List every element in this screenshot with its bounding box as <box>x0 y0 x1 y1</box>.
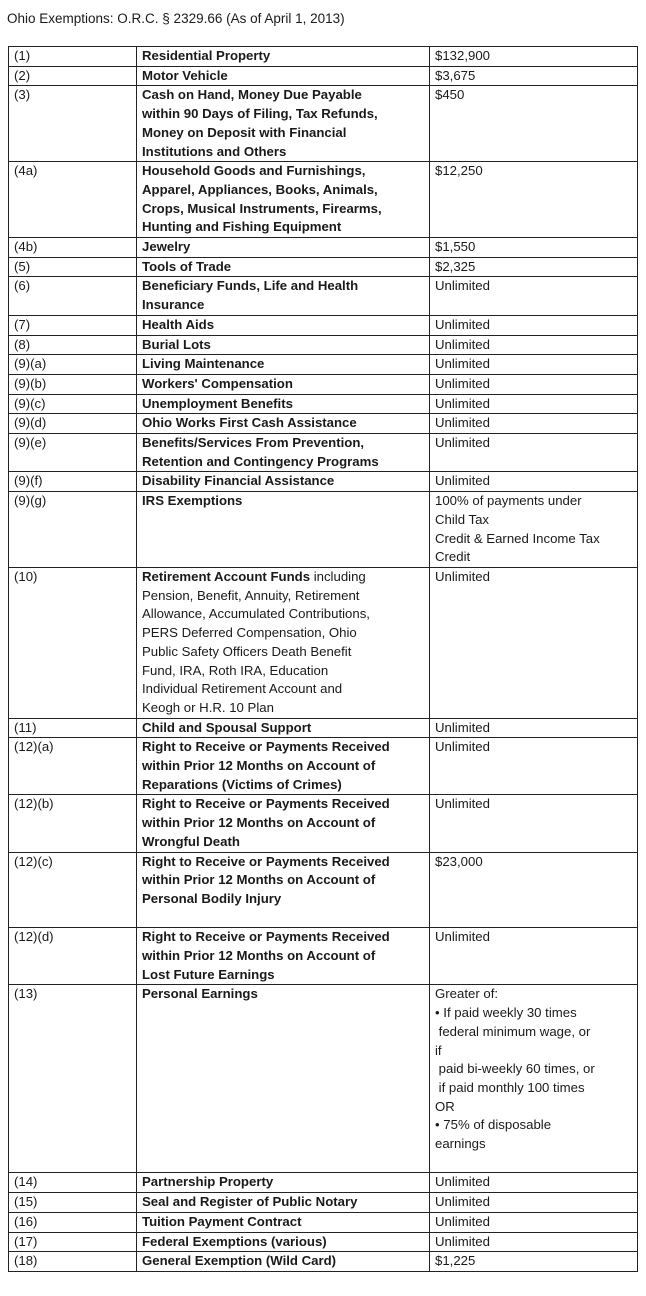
exemption-amount <box>430 355 638 375</box>
exemption-amount <box>430 738 638 795</box>
description-line: Crops, Musical Instruments, Firearms, <box>142 200 382 216</box>
description-line: Unemployment Benefits <box>142 395 293 411</box>
exemption-description <box>137 374 430 394</box>
exemption-amount <box>430 86 638 162</box>
exemption-amount <box>430 1193 638 1213</box>
table-row <box>9 492 638 568</box>
table-row <box>9 795 638 852</box>
exemption-description <box>137 66 430 86</box>
description-line: Burial Lots <box>142 336 211 352</box>
description-line: Personal Earnings <box>142 986 258 1002</box>
exemption-description <box>137 335 430 355</box>
amount-line: if <box>435 1042 442 1058</box>
amount-line: Unlimited <box>435 719 490 735</box>
table-row <box>9 374 638 394</box>
section-code: (4a) <box>9 162 137 238</box>
section-code: (9)(a) <box>9 355 137 375</box>
exemption-description <box>137 852 430 928</box>
amount-line: 100% of payments under <box>435 493 582 509</box>
table-row <box>9 567 638 718</box>
table-row <box>9 1173 638 1193</box>
document-title: Ohio Exemptions: O.R.C. § 2329.66 (As of April 1, 2013) <box>7 11 345 26</box>
description-line: Public Safety Officers Death Benefit <box>142 643 352 659</box>
description-line: Living Maintenance <box>142 356 265 372</box>
exemption-description <box>137 394 430 414</box>
exemption-description <box>137 434 430 472</box>
exemption-description <box>137 795 430 852</box>
amount-line: Unlimited <box>435 739 490 755</box>
description-line: Right to Receive or Payments Received <box>142 739 390 755</box>
amount-line: Unlimited <box>435 415 490 431</box>
section-code: (5) <box>9 257 137 277</box>
exemption-description <box>137 1212 430 1232</box>
table-row <box>9 257 638 277</box>
section-code: (9)(c) <box>9 394 137 414</box>
section-code: (12)(c) <box>9 852 137 928</box>
amount-line: earnings <box>435 1136 486 1152</box>
exemption-description <box>137 985 430 1173</box>
amount-line: Unlimited <box>435 356 490 372</box>
table-row <box>9 852 638 928</box>
exemption-amount <box>430 47 638 67</box>
amount-line: Unlimited <box>435 1194 490 1210</box>
exemption-description <box>137 47 430 67</box>
table-row <box>9 1232 638 1252</box>
section-code: (12)(a) <box>9 738 137 795</box>
description-line: Motor Vehicle <box>142 67 228 83</box>
exemption-description <box>137 257 430 277</box>
exemption-amount <box>430 985 638 1173</box>
description-line: Disability Financial Assistance <box>142 473 335 489</box>
description-line: Workers' Compensation <box>142 375 293 391</box>
description-line: Tuition Payment Contract <box>142 1213 302 1229</box>
section-code: (9)(b) <box>9 374 137 394</box>
exemption-description <box>137 1252 430 1272</box>
table-row <box>9 985 638 1173</box>
section-code: (11) <box>9 718 137 738</box>
table-row <box>9 394 638 414</box>
amount-line: Unlimited <box>435 1213 490 1229</box>
description-line: within Prior 12 Months on Account of <box>142 815 376 831</box>
amount-line: Child Tax <box>435 511 489 527</box>
description-line: within Prior 12 Months on Account of <box>142 872 376 888</box>
table-row <box>9 238 638 258</box>
description-line: Keogh or H.R. 10 Plan <box>142 699 274 715</box>
exemption-amount <box>430 795 638 852</box>
table-row <box>9 277 638 315</box>
description-line: Cash on Hand, Money Due Payable <box>142 87 362 103</box>
description-line <box>142 909 424 928</box>
section-code: (9)(g) <box>9 492 137 568</box>
description-line: Health Aids <box>142 316 215 332</box>
section-code: (9)(d) <box>9 414 137 434</box>
section-code: (7) <box>9 315 137 335</box>
amount-line: $1,225 <box>435 1253 476 1269</box>
section-code: (4b) <box>9 238 137 258</box>
exemption-amount <box>430 1212 638 1232</box>
amount-line: Unlimited <box>435 435 490 451</box>
description-line: Federal Exemptions (various) <box>142 1233 327 1249</box>
exemption-amount <box>430 852 638 928</box>
exemption-amount <box>430 1232 638 1252</box>
table-row <box>9 335 638 355</box>
description-bold-phrase: Retirement Account Funds <box>142 568 311 584</box>
description-line: Apparel, Appliances, Books, Animals, <box>142 181 378 197</box>
amount-line: • 75% of disposable <box>435 1117 552 1133</box>
section-code: (9)(e) <box>9 434 137 472</box>
table-row <box>9 718 638 738</box>
description-line: within 90 Days of Filing, Tax Refunds, <box>142 106 378 122</box>
description-line: Personal Bodily Injury <box>142 890 282 906</box>
table-row <box>9 355 638 375</box>
exemption-description <box>137 492 430 568</box>
description-line <box>142 568 424 587</box>
exemption-amount <box>430 718 638 738</box>
description-line: Individual Retirement Account and <box>142 681 343 697</box>
section-code: (18) <box>9 1252 137 1272</box>
exemption-description <box>137 315 430 335</box>
amount-line: $132,900 <box>435 48 491 63</box>
exemption-amount <box>430 66 638 86</box>
exemption-description <box>137 238 430 258</box>
amount-line: Unlimited <box>435 336 490 352</box>
exemptions-table-body <box>9 47 638 1272</box>
amount-line: Credit & Earned Income Tax <box>435 530 600 546</box>
table-row <box>9 472 638 492</box>
amount-line: Unlimited <box>435 473 490 489</box>
exemption-amount <box>430 492 638 568</box>
section-code: (1) <box>9 47 137 67</box>
section-code: (13) <box>9 985 137 1173</box>
amount-line: Unlimited <box>435 375 490 391</box>
section-code: (12)(b) <box>9 795 137 852</box>
description-line: Tools of Trade <box>142 258 232 274</box>
exemption-amount <box>430 335 638 355</box>
exemption-amount <box>430 472 638 492</box>
description-line: PERS Deferred Compensation, Ohio <box>142 625 357 641</box>
amount-line <box>435 1154 632 1173</box>
exemption-description <box>137 162 430 238</box>
table-row <box>9 1212 638 1232</box>
description-line: Benefits/Services From Prevention, <box>142 435 365 451</box>
section-code: (10) <box>9 567 137 718</box>
amount-line: Credit <box>435 549 471 565</box>
description-line: Lost Future Earnings <box>142 966 275 982</box>
exemption-amount <box>430 162 638 238</box>
amount-line: Unlimited <box>435 1233 490 1249</box>
description-line: Right to Receive or Payments Received <box>142 796 390 812</box>
description-line: Allowance, Accumulated Contributions, <box>142 606 370 622</box>
amount-line: Unlimited <box>435 395 490 411</box>
section-code: (9)(f) <box>9 472 137 492</box>
exemption-description <box>137 738 430 795</box>
table-row <box>9 86 638 162</box>
description-line: Insurance <box>142 297 205 313</box>
table-row <box>9 66 638 86</box>
description-line: Right to Receive or Payments Received <box>142 853 390 869</box>
amount-line: OR <box>435 1098 455 1114</box>
amount-line: $2,325 <box>435 258 476 274</box>
table-row <box>9 47 638 67</box>
description-line: Money on Deposit with Financial <box>142 124 347 140</box>
amount-line: Greater of: <box>435 986 499 1002</box>
exemption-amount <box>430 1173 638 1193</box>
section-code: (3) <box>9 86 137 162</box>
amount-line: $12,250 <box>435 163 483 179</box>
table-row <box>9 162 638 238</box>
description-line: Pension, Benefit, Annuity, Retirement <box>142 587 360 603</box>
exemption-description <box>137 355 430 375</box>
exemption-description <box>137 718 430 738</box>
table-row <box>9 1252 638 1272</box>
exemption-amount <box>430 1252 638 1272</box>
amount-line: Unlimited <box>435 1174 490 1190</box>
exemption-amount <box>430 434 638 472</box>
description-line: Retention and Contingency Programs <box>142 453 379 469</box>
description-line: Right to Receive or Payments Received <box>142 929 390 945</box>
exemption-description <box>137 414 430 434</box>
description-line: within Prior 12 Months on Account of <box>142 948 376 964</box>
exemption-description <box>137 567 430 718</box>
section-code: (14) <box>9 1173 137 1193</box>
amount-line: federal minimum wage, or <box>435 1023 591 1039</box>
amount-line: Unlimited <box>435 278 490 294</box>
amount-line: if paid monthly 100 times <box>435 1079 585 1095</box>
amount-line: Unlimited <box>435 316 490 332</box>
description-line: Beneficiary Funds, Life and Health <box>142 278 359 294</box>
amount-line: • If paid weekly 30 times <box>435 1005 577 1021</box>
amount-line: Unlimited <box>435 929 490 945</box>
section-code: (2) <box>9 66 137 86</box>
description-line: Ohio Works First Cash Assistance <box>142 415 357 431</box>
description-line: Partnership Property <box>142 1174 274 1190</box>
amount-line: paid bi-weekly 60 times, or <box>435 1061 595 1077</box>
exemption-amount <box>430 374 638 394</box>
exemption-amount <box>430 394 638 414</box>
exemption-description <box>137 1193 430 1213</box>
description-line: Jewelry <box>142 239 191 255</box>
exemption-amount <box>430 277 638 315</box>
description-line: within Prior 12 Months on Account of <box>142 758 376 774</box>
exemption-description <box>137 86 430 162</box>
exemption-amount <box>430 238 638 258</box>
table-row <box>9 434 638 472</box>
table-row <box>9 738 638 795</box>
amount-line: Unlimited <box>435 796 490 812</box>
section-code: (16) <box>9 1212 137 1232</box>
exemption-description <box>137 1232 430 1252</box>
amount-line: $1,550 <box>435 239 476 255</box>
description-line: Reparations (Victims of Crimes) <box>142 776 342 792</box>
table-row <box>9 414 638 434</box>
exemption-amount <box>430 567 638 718</box>
description-line: Wrongful Death <box>142 833 240 849</box>
table-row <box>9 315 638 335</box>
description-line: Household Goods and Furnishings, <box>142 163 366 179</box>
table-row <box>9 928 638 985</box>
amount-line: $23,000 <box>435 853 483 869</box>
exemption-description <box>137 277 430 315</box>
table-row <box>9 1193 638 1213</box>
exemption-amount <box>430 315 638 335</box>
description-line: Seal and Register of Public Notary <box>142 1194 358 1210</box>
exemption-description <box>137 1173 430 1193</box>
description-line: Child and Spousal Support <box>142 719 312 735</box>
exemption-description <box>137 928 430 985</box>
exemption-amount <box>430 257 638 277</box>
amount-line: $3,675 <box>435 67 476 83</box>
description-line: Fund, IRA, Roth IRA, Education <box>142 662 329 678</box>
section-code: (12)(d) <box>9 928 137 985</box>
description-plain-text: including <box>310 568 366 584</box>
section-code: (17) <box>9 1232 137 1252</box>
description-line: Residential Property <box>142 48 271 63</box>
description-line: Institutions and Others <box>142 143 287 159</box>
amount-line: Unlimited <box>435 568 490 584</box>
amount-line: $450 <box>435 87 465 103</box>
exemption-amount <box>430 414 638 434</box>
section-code: (15) <box>9 1193 137 1213</box>
exemption-amount <box>430 928 638 985</box>
description-line: Hunting and Fishing Equipment <box>142 219 342 235</box>
description-line: General Exemption (Wild Card) <box>142 1253 337 1269</box>
section-code: (6) <box>9 277 137 315</box>
exemptions-table <box>8 46 638 1272</box>
description-line: IRS Exemptions <box>142 493 243 509</box>
section-code: (8) <box>9 335 137 355</box>
exemption-description <box>137 472 430 492</box>
